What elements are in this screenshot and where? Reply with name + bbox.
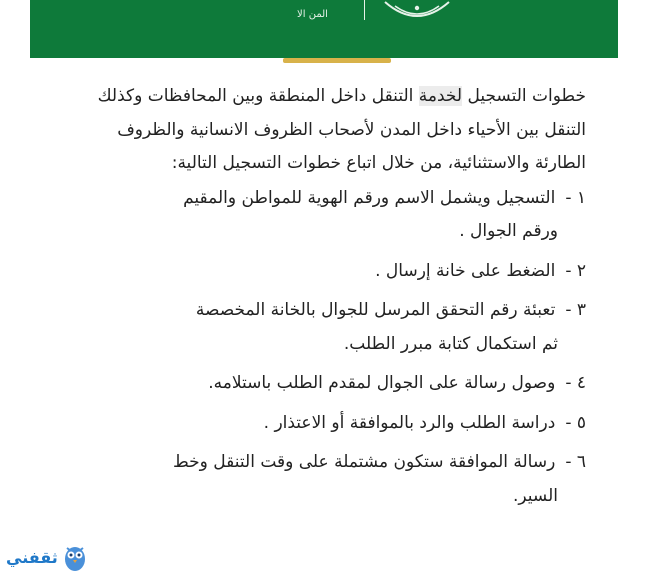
step-4 (62, 367, 586, 401)
step-text-continued: ثم استكمال كتابة مبرر الطلب. (343, 333, 558, 354)
step-text-continued: السير. (513, 485, 558, 506)
site-watermark (6, 541, 98, 573)
step-text-continued: ورقم الجوال . (459, 221, 558, 241)
step-text: الضغط على خانة إرسال . (375, 260, 556, 281)
step-5 (62, 407, 586, 441)
logo-divider (364, 0, 365, 20)
step-number: ٢ - (565, 260, 586, 281)
header-logos (270, 0, 460, 22)
step-number: ٤ - (565, 373, 586, 393)
intro-highlight: لخدمة (418, 86, 463, 106)
intro-paragraph (62, 80, 586, 181)
emblem-icon (379, 0, 455, 22)
security-logo-text: المن الا (297, 9, 328, 20)
gold-divider (283, 58, 391, 63)
security-logo (276, 0, 350, 22)
green-header-banner (30, 0, 618, 58)
step-text: دراسة الطلب والرد بالموافقة أو الاعتذار . (263, 412, 556, 433)
step-text: تعبئة رقم التحقق المرسل للجوال بالخانة المخصصة (195, 300, 556, 320)
step-text: التسجيل ويشمل الاسم ورقم الهوية للمواطن والمقيم (183, 187, 556, 208)
step-number: ٣ - (565, 300, 586, 320)
step-6 (62, 446, 586, 513)
step-text: رسالة الموافقة ستكون مشتملة على وقت التنقل وخط (173, 452, 556, 472)
step-2 (62, 255, 586, 289)
intro-part2: التنقل داخل المنطقة وبين المحافظات وكذلك التنقل بين الأحياء داخل المدن لأصحاب الظروف الانسانية والظروف الطارئة والاستثنائية، من خلال اتباع خطوات التسجيل التالية: (97, 86, 586, 173)
step-number: ٦ - (565, 452, 586, 472)
step-number: ٥ - (565, 412, 586, 433)
registration-steps-text (62, 80, 586, 513)
step-1 (62, 182, 586, 249)
step-3 (62, 294, 586, 361)
watermark-text: ثقفني (6, 547, 58, 567)
intro-part1: خطوات التسجيل (462, 86, 586, 106)
step-number: ١ - (565, 187, 586, 208)
owl-icon (62, 542, 88, 572)
step-text: وصول رسالة على الجوال لمقدم الطلب باستلامه. (208, 373, 556, 393)
